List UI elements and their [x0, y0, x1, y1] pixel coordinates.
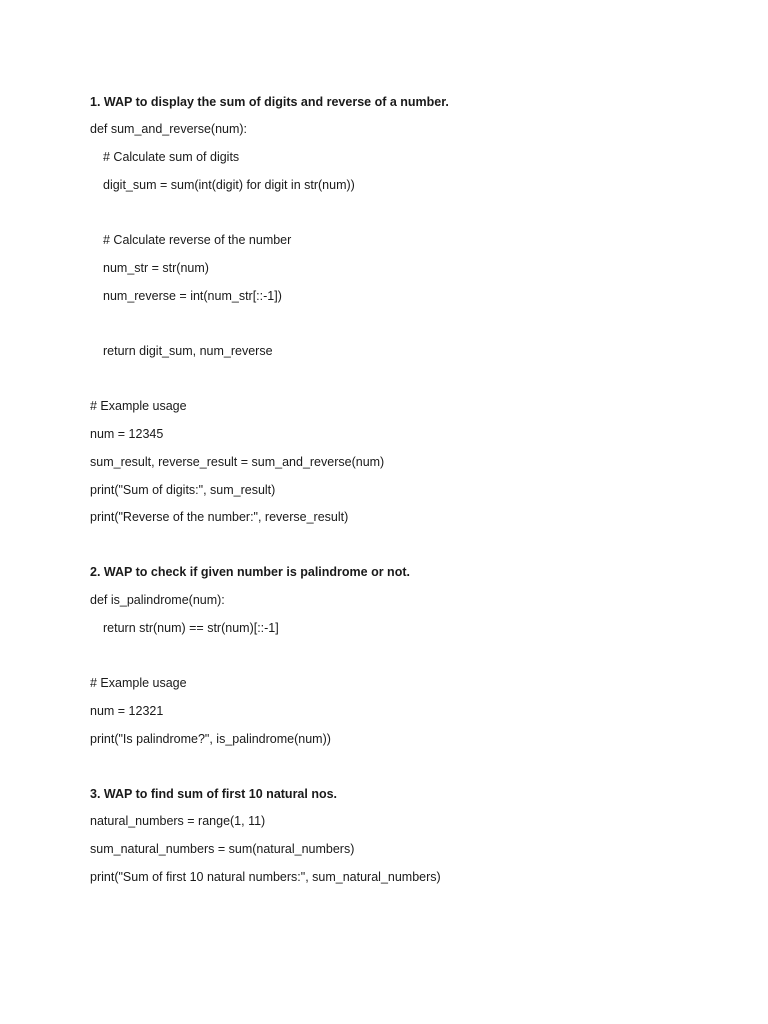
code-line: print("Reverse of the number:", reverse_result) — [90, 510, 349, 524]
code-line: sum_result, reverse_result = sum_and_reverse(num) — [90, 455, 385, 469]
code-line: natural_numbers = range(1, 11) — [90, 814, 266, 828]
code-line: def sum_and_reverse(num): — [90, 122, 248, 136]
code-line: return str(num) == str(num)[::-1] — [103, 621, 279, 635]
code-line: def is_palindrome(num): — [90, 593, 225, 607]
code-line: num_str = str(num) — [103, 261, 209, 275]
question-2-heading: 2. WAP to check if given number is palindrome or not. — [90, 565, 410, 579]
question-1-heading: 1. WAP to display the sum of digits and reverse of a number. — [90, 95, 449, 109]
code-comment: # Calculate sum of digits — [103, 150, 240, 164]
code-line: print("Sum of digits:", sum_result) — [90, 483, 276, 497]
code-line: num_reverse = int(num_str[::-1]) — [103, 289, 282, 303]
code-comment: # Calculate reverse of the number — [103, 233, 292, 247]
code-line: return digit_sum, num_reverse — [103, 344, 273, 358]
code-line: print("Sum of first 10 natural numbers:", sum_natural_numbers) — [90, 870, 441, 884]
code-line: digit_sum = sum(int(digit) for digit in str(num)) — [103, 178, 355, 192]
question-3-heading: 3. WAP to find sum of first 10 natural nos. — [90, 787, 338, 801]
code-line: num = 12345 — [90, 427, 164, 441]
code-line: print("Is palindrome?", is_palindrome(num)) — [90, 732, 331, 746]
code-line: sum_natural_numbers = sum(natural_numbers) — [90, 842, 355, 856]
code-comment: # Example usage — [90, 399, 187, 413]
code-comment: # Example usage — [90, 676, 187, 690]
code-line: num = 12321 — [90, 704, 164, 718]
